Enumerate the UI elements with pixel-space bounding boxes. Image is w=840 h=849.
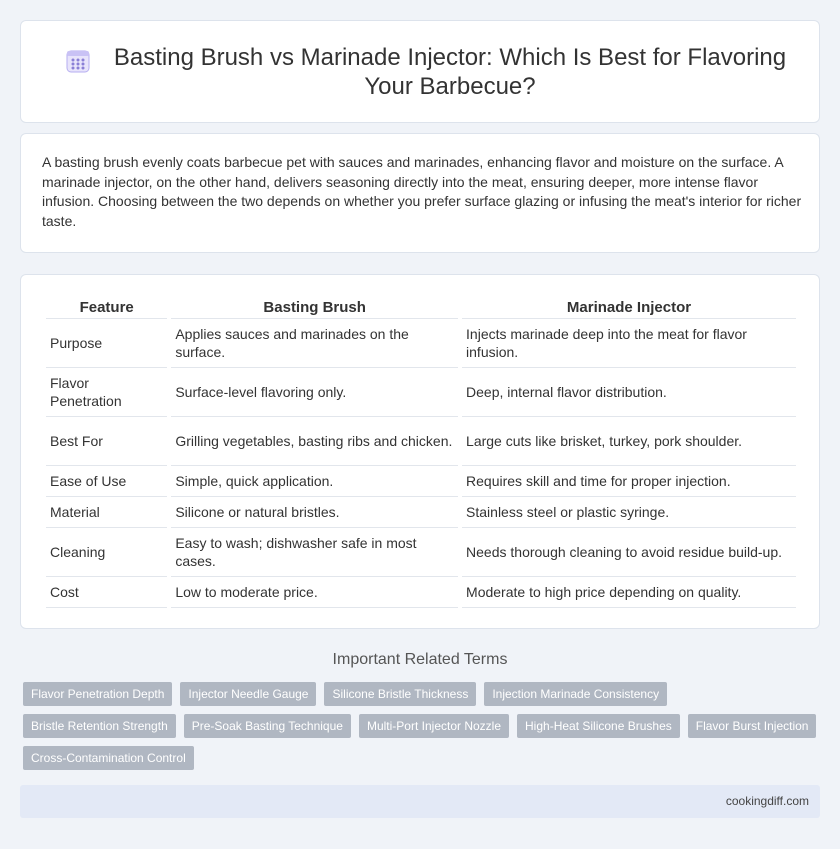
feature-cell: Flavor Penetration	[46, 368, 167, 417]
header-feature: Feature	[46, 295, 167, 319]
related-terms-list	[23, 682, 823, 770]
injector-cell: Requires skill and time for proper injection.	[462, 466, 796, 497]
footer-bar	[20, 785, 820, 818]
related-term-tag[interactable]: Multi-Port Injector Nozzle	[359, 714, 509, 738]
footer-site-link[interactable]: cookingdiff.com	[725, 794, 809, 808]
injector-cell: Large cuts like brisket, turkey, pork shoulder.	[462, 417, 796, 466]
feature-cell: Best For	[46, 417, 167, 466]
feature-cell: Cleaning	[46, 528, 167, 577]
related-term-tag[interactable]: Bristle Retention Strength	[23, 714, 176, 738]
related-term-tag[interactable]: High-Heat Silicone Brushes	[517, 714, 680, 738]
injector-cell: Stainless steel or plastic syringe.	[462, 497, 796, 528]
injector-cell: Moderate to high price depending on quality.	[462, 577, 796, 608]
related-term-tag[interactable]: Injection Marinade Consistency	[484, 682, 667, 706]
table-row	[46, 528, 796, 577]
injector-cell: Needs thorough cleaning to avoid residue build-up.	[462, 528, 796, 577]
brush-cell: Silicone or natural bristles.	[171, 497, 458, 528]
comparison-table	[42, 295, 800, 608]
related-term-tag[interactable]: Flavor Penetration Depth	[23, 682, 172, 706]
injector-cell: Deep, internal flavor distribution.	[462, 368, 796, 417]
related-term-tag[interactable]: Pre-Soak Basting Technique	[184, 714, 351, 738]
feature-cell: Ease of Use	[46, 466, 167, 497]
intro-card	[20, 133, 820, 253]
title-card	[20, 20, 820, 123]
header-marinade-injector: Marinade Injector	[462, 295, 796, 319]
table-row	[46, 466, 796, 497]
table-row	[46, 577, 796, 608]
feature-cell: Purpose	[46, 319, 167, 368]
comparison-card	[20, 274, 820, 629]
page-title: Basting Brush vs Marinade Injector: Which Is Best for Flavoring Your Barbecue?	[113, 43, 787, 100]
table-row	[46, 417, 796, 466]
related-term-tag[interactable]: Silicone Bristle Thickness	[324, 682, 476, 706]
table-row	[46, 368, 796, 417]
header-basting-brush: Basting Brush	[171, 295, 458, 319]
table-header-row	[46, 295, 796, 319]
related-term-tag[interactable]: Cross-Contamination Control	[23, 746, 194, 770]
related-terms-heading: Important Related Terms	[332, 651, 508, 668]
intro-paragraph: A basting brush evenly coats barbecue pet with sauces and marinades, enhancing flavor and moisture on the surface. A marinade injector, on the other hand, delivers seasoning directly into the meat, ensuring deeper, more intense flavor infusion. Choosing between the two depends on whether you prefer surface glazing or infusing the meat's interior for richer taste.	[42, 154, 802, 229]
table-row	[46, 497, 796, 528]
related-term-tag[interactable]: Flavor Burst Injection	[688, 714, 817, 738]
feature-cell: Cost	[46, 577, 167, 608]
brush-cell: Low to moderate price.	[171, 577, 458, 608]
related-term-tag[interactable]: Injector Needle Gauge	[180, 682, 316, 706]
brush-cell: Grilling vegetables, basting ribs and chicken.	[171, 417, 458, 466]
brush-cell: Surface-level flavoring only.	[171, 368, 458, 417]
feature-cell: Material	[46, 497, 167, 528]
table-row	[46, 319, 796, 368]
brush-cell: Applies sauces and marinades on the surface.	[171, 319, 458, 368]
brush-cell: Easy to wash; dishwasher safe in most cases.	[171, 528, 458, 577]
brush-cell: Simple, quick application.	[171, 466, 458, 497]
injector-cell: Injects marinade deep into the meat for flavor infusion.	[462, 319, 796, 368]
